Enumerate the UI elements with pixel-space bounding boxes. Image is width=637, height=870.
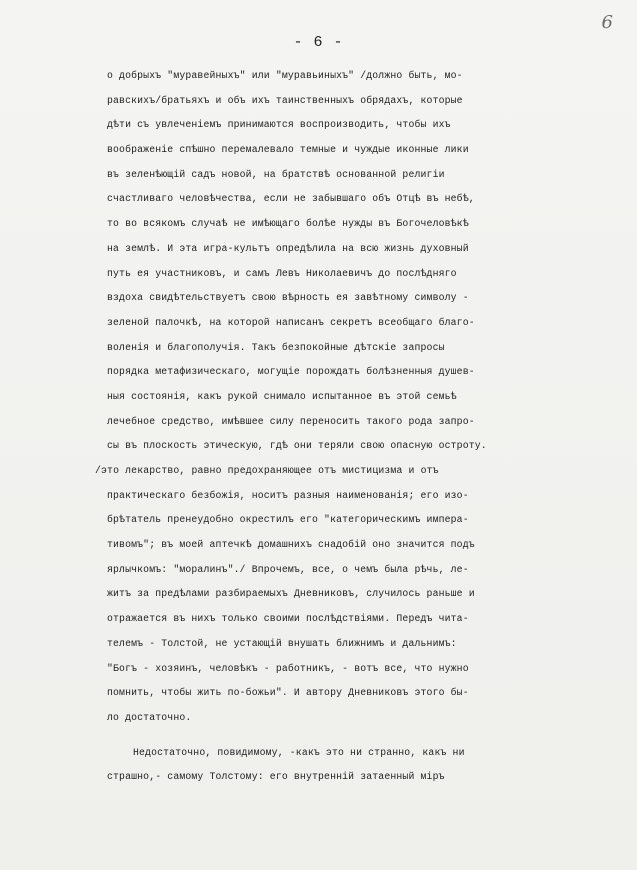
text-line: ло достаточно. — [107, 711, 192, 723]
typewritten-text-block — [0, 64, 637, 790]
text-line: помнить, чтобы жить по-божьи". И автору Дневниковъ этого бы- — [107, 687, 469, 699]
text-line: путь ея участниковъ, и самъ Левъ Николаевичъ до послѣдняго — [107, 267, 457, 279]
text-line: лечебное средство, имѣвшее силу переносить такого рода запро- — [107, 415, 475, 427]
text-line: о добрыхъ "муравейныхъ" или "муравьиныхъ" /должно быть, мо- — [107, 70, 463, 81]
text-line: въ зеленѣющій садъ новой, на братствѣ основанной религіи — [107, 168, 445, 180]
text-line: "Богъ - хозяинъ, человѣкъ - работникъ, - вотъ все, что нужно — [107, 662, 469, 674]
text-line: /это лекарство, равно предохраняющее отъ мистицизма и отъ — [95, 465, 439, 476]
handwritten-page-mark: 6 — [601, 12, 613, 33]
text-line: Недостаточно, повидимому, -какъ это ни странно, какъ ни — [133, 746, 465, 758]
text-line: равскихъ/братьяхъ и объ ихъ таинственныхъ обрядахъ, которые — [107, 94, 463, 106]
text-line: воленія и благополучія. Такъ безпокойные дѣтскіе запросы — [107, 341, 445, 353]
text-line: страшно,- самому Толстому: его внутренній затаенный міръ — [107, 771, 445, 783]
text-line: счастливаго человѣчества, если не забывшаго объ Отцѣ въ небѣ, — [107, 193, 475, 205]
page-number: - 6 - — [293, 34, 344, 51]
text-line: зеленой палочкѣ, на которой написанъ секретъ всеобщаго благо- — [107, 316, 475, 328]
text-line: порядка метафизическаго, могущіе порождать болѣзненныя душев- — [107, 366, 475, 378]
text-line: дѣти съ увлеченіемъ принимаются воспроизводить, чтобы ихъ — [107, 119, 451, 131]
text-line: на землѣ. И эта игра-культъ опредѣлила на всю жизнь духовный — [107, 242, 469, 254]
text-line: сы въ плоскость этическую, гдѣ они теряли свою опасную остроту. — [107, 440, 487, 452]
text-line: ныя состоянія, какъ рукой снимало испытанное въ этой семьѣ — [107, 390, 457, 402]
text-line: брѣтатель пренеудобно окрестилъ его "категорическимъ импера- — [107, 514, 469, 526]
text-line: вздоха свидѣтельствуетъ свою вѣрность ея завѣтному символу - — [107, 292, 469, 304]
text-line: тивомъ"; въ моей аптечкѣ домашнихъ снадобій оно значится подъ — [107, 539, 475, 551]
text-line: телемъ - Толстой, не устающій внушать ближнимъ и дальнимъ: — [107, 637, 457, 649]
text-line: то во всякомъ случаѣ не имѣющаго болѣе нужды въ Богочеловѣкѣ — [107, 218, 469, 230]
text-line: практическаго безбожія, носитъ разныя наименованія; его изо- — [107, 489, 469, 501]
text-line: житъ за предѣлами разбираемыхъ Дневниковъ, случилось раньше и — [107, 588, 475, 600]
text-line: воображеніе спѣшно перемалевало темные и чуждые иконные лики — [107, 144, 469, 156]
text-line: ярлычкомъ: "моралинъ"./ Впрочемъ, все, о чемъ была рѣчь, ле- — [107, 563, 469, 575]
text-line: отражается въ нихъ только своими послѣдствіями. Передъ чита- — [107, 613, 469, 625]
